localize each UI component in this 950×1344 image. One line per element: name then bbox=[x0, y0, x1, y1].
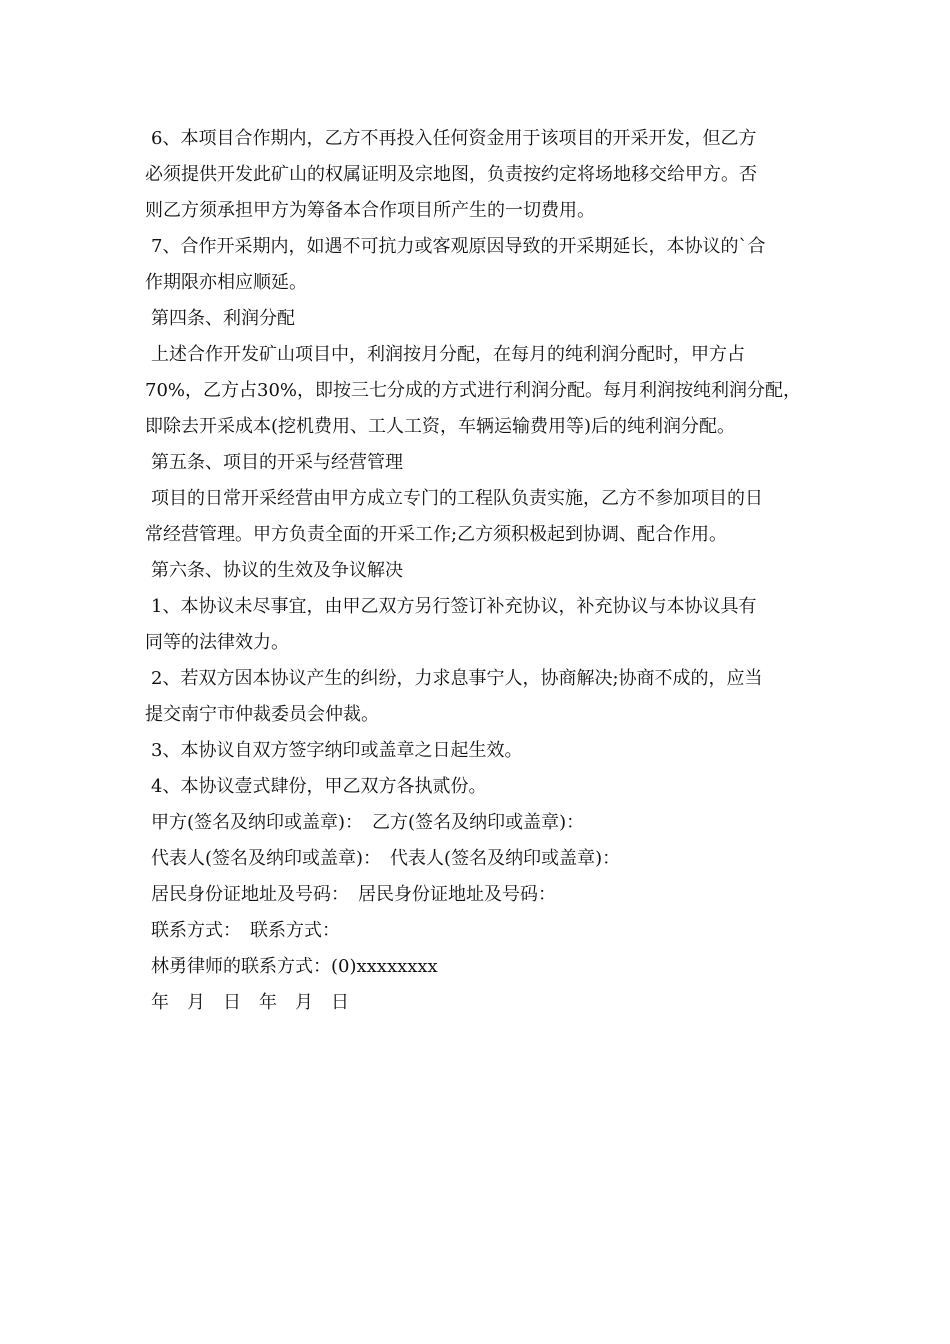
signature-parties: 甲方(签名及纳印或盖章)： 乙方(签名及纳印或盖章)： bbox=[151, 812, 585, 833]
signature-representatives: 代表人(签名及纳印或盖章)： 代表人(签名及纳印或盖章)： bbox=[151, 848, 621, 869]
article-6-2-line2: 提交南宁市仲裁委员会仲裁。 bbox=[145, 704, 379, 725]
clause-3-6-line2: 必须提供开发此矿山的权属证明及宗地图，负责按约定将场地移交给甲方。否 bbox=[145, 164, 757, 185]
article-6-2-line1: 2、若双方因本协议产生的纠纷，力求息事宁人，协商解决;协商不成的，应当 bbox=[151, 668, 763, 689]
article-4-heading: 第四条、利润分配 bbox=[151, 308, 295, 329]
signature-contact: 联系方式： 联系方式： bbox=[151, 920, 340, 941]
lawyer-contact: 林勇律师的联系方式：(0)xxxxxxxx bbox=[151, 956, 438, 977]
article-5-body-line1: 项目的日常开采经营由甲方成立专门的工程队负责实施，乙方不参加项目的日 bbox=[151, 488, 763, 509]
article-5-body-line2: 常经营管理。甲方负责全面的开采工作;乙方须积极起到协调、配合作用。 bbox=[145, 524, 728, 545]
article-6-1-line2: 同等的法律效力。 bbox=[145, 632, 289, 653]
article-6-3: 3、本协议自双方签字纳印或盖章之日起生效。 bbox=[151, 740, 523, 761]
clause-3-6-line1: 6、本项目合作期内，乙方不再投入任何资金用于该项目的开采开发，但乙方 bbox=[151, 128, 757, 149]
signature-date: 年 月 日 年 月 日 bbox=[151, 992, 349, 1013]
clause-3-6-line3: 则乙方须承担甲方为筹备本合作项目所产生的一切费用。 bbox=[145, 200, 595, 221]
article-4-body-line2: 70%，乙方占30%，即按三七分成的方式进行利润分配。每月利润按纯利润分配， bbox=[145, 380, 802, 401]
article-6-1-line1: 1、本协议未尽事宜，由甲乙双方另行签订补充协议，补充协议与本协议具有 bbox=[151, 596, 757, 617]
clause-3-7-line1: 7、合作开采期内，如遇不可抗力或客观原因导致的开采期延长，本协议的`合 bbox=[151, 236, 766, 257]
signature-id: 居民身份证地址及号码： 居民身份证地址及号码： bbox=[151, 884, 556, 905]
article-4-body-line3: 即除去开采成本(挖机费用、工人工资，车辆运输费用等)后的纯利润分配。 bbox=[145, 416, 736, 437]
article-4-body-line1: 上述合作开发矿山项目中，利润按月分配，在每月的纯利润分配时，甲方占 bbox=[151, 344, 745, 365]
document-body bbox=[145, 121, 825, 1021]
article-5-heading: 第五条、项目的开采与经营管理 bbox=[151, 452, 403, 473]
article-6-4: 4、本协议壹式肆份，甲乙双方各执贰份。 bbox=[151, 776, 487, 797]
article-6-heading: 第六条、协议的生效及争议解决 bbox=[151, 560, 403, 581]
clause-3-7-line2: 作期限亦相应顺延。 bbox=[145, 272, 307, 293]
